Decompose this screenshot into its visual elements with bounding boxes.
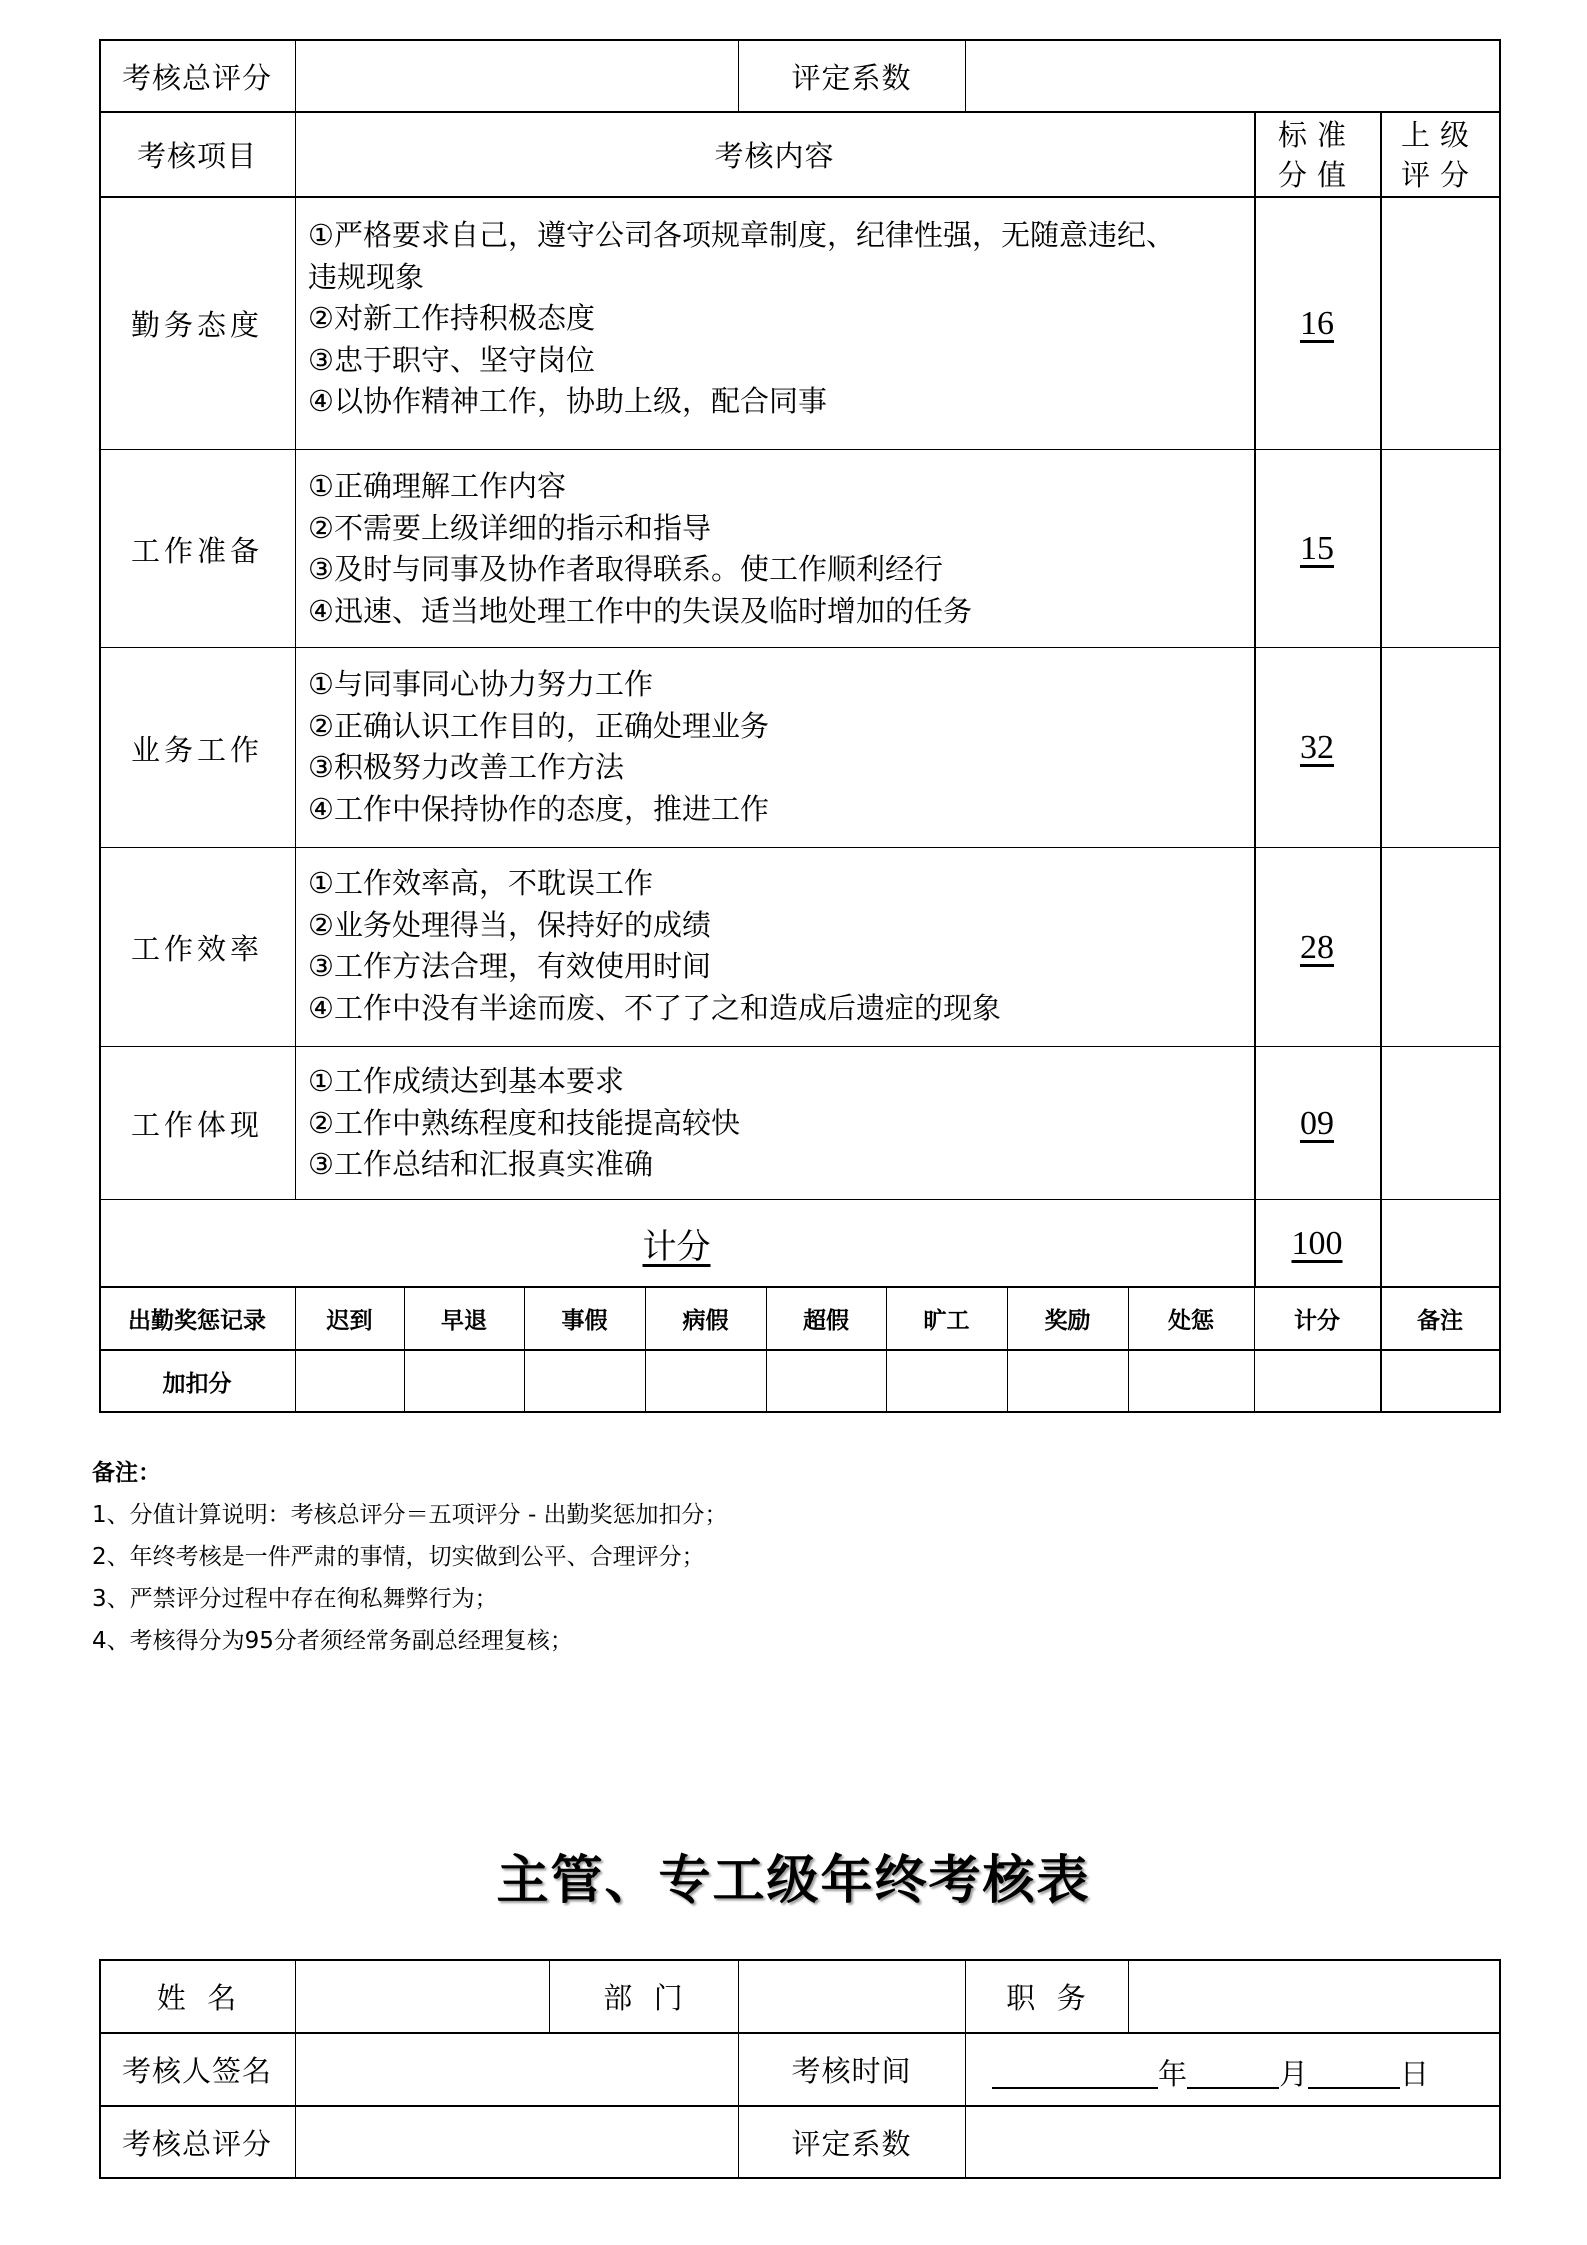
- standard-score: 16: [1300, 304, 1334, 342]
- early-leave-field[interactable]: [405, 1350, 524, 1412]
- attendance-col-remarks: 备注: [1417, 1306, 1463, 1334]
- attendance-col-late: 迟到: [326, 1306, 373, 1334]
- header-superior-line1: 上级: [1400, 117, 1479, 152]
- table-border-right: [1499, 1959, 1501, 2179]
- criteria-list: [296, 215, 1254, 423]
- month-label: 月: [1279, 2057, 1309, 2091]
- header-standard-line2: 分值: [1277, 157, 1356, 192]
- position-field[interactable]: [1129, 1960, 1499, 2033]
- year-label: 年: [1158, 2057, 1188, 2091]
- attendance-score-field[interactable]: [1255, 1350, 1380, 1412]
- criteria-item: ①严格要求自己，遵守公司各项规章制度，纪律性强，无随意违纪、: [308, 218, 1175, 252]
- month-blank[interactable]: [1187, 2057, 1279, 2089]
- name-label: 姓 名: [156, 1981, 238, 2015]
- criteria-item: ②对新工作持积极态度: [308, 301, 595, 335]
- rating-coef-label: 评定系数: [791, 60, 912, 95]
- standard-total-cell: [1254, 1200, 1380, 1287]
- criteria-item: ②正确认识工作目的，正确处理业务: [308, 708, 769, 743]
- absence-field[interactable]: [887, 1350, 1007, 1412]
- rating-coef-field[interactable]: [966, 2106, 1499, 2178]
- criteria-item: ①与同事同心协力努力工作: [308, 667, 653, 701]
- total-score-field[interactable]: [296, 40, 738, 112]
- criteria-item: ①工作效率高，不耽误工作: [308, 866, 653, 900]
- header-standard-line1: 标准: [1277, 117, 1356, 152]
- superior-score-field[interactable]: [1381, 450, 1499, 648]
- standard-score: 09: [1300, 1104, 1334, 1142]
- total-score-label: 考核总评分: [121, 2126, 272, 2161]
- reviewer-signature-field[interactable]: [296, 2033, 738, 2106]
- criteria-item: ④工作中保持协作的态度，推进工作: [308, 791, 769, 826]
- year-blank[interactable]: [992, 2057, 1158, 2089]
- category-label: 工作效率: [130, 932, 263, 966]
- penalty-field[interactable]: [1129, 1350, 1254, 1412]
- attendance-col-absence: 旷工: [923, 1306, 970, 1334]
- category-label: 业务工作: [130, 732, 263, 767]
- standard-score-cell: [1254, 450, 1380, 648]
- standard-score: 28: [1300, 928, 1334, 966]
- department-label: 部 门: [603, 1981, 684, 2015]
- department-field[interactable]: [739, 1960, 965, 2033]
- criteria-item: ④迅速、适当地处理工作中的失误及临时增加的任务: [308, 593, 972, 628]
- criteria-item: ①工作成绩达到基本要求: [308, 1064, 624, 1098]
- standard-score-cell: [1254, 648, 1380, 848]
- attendance-col-penalty: 处惩: [1168, 1306, 1214, 1334]
- criteria-list: [296, 1061, 1254, 1186]
- criteria-list: [296, 664, 1254, 830]
- criteria-item: ④以协作精神工作，协助上级，配合同事: [308, 384, 827, 418]
- standard-score: 32: [1300, 729, 1334, 766]
- attendance-col-personal-leave: 事假: [561, 1306, 608, 1334]
- criteria-item: ③忠于职守、坚守岗位: [308, 342, 595, 377]
- note-item: 1、分值计算说明：考核总评分＝五项评分 - 出勤奖惩加扣分；: [92, 1502, 728, 1528]
- rating-coef-label: 评定系数: [791, 2126, 912, 2161]
- review-time-label: 考核时间: [791, 2054, 912, 2088]
- standard-score-cell: [1254, 1047, 1380, 1200]
- attendance-col-sick-leave: 病假: [682, 1306, 729, 1334]
- late-field[interactable]: [296, 1350, 404, 1412]
- criteria-item: ①正确理解工作内容: [308, 469, 566, 503]
- reward-field[interactable]: [1008, 1350, 1128, 1412]
- total-label-cell: [99, 1200, 1254, 1287]
- attendance-col-early-leave: 早退: [441, 1306, 487, 1334]
- category-label: 工作体现: [130, 1108, 263, 1142]
- day-label: 日: [1400, 2057, 1430, 2091]
- day-blank[interactable]: [1308, 2057, 1400, 2089]
- total-score-field[interactable]: [296, 2106, 738, 2178]
- header-content: 考核内容: [714, 139, 835, 173]
- total-label: 计分: [642, 1227, 711, 1267]
- header-item: 考核项目: [136, 139, 257, 173]
- header-superior-score: [1380, 112, 1500, 197]
- superior-total-field[interactable]: [1381, 1200, 1499, 1287]
- overdue-leave-field[interactable]: [767, 1350, 886, 1412]
- notes-title: 备注：: [92, 1460, 161, 1486]
- standard-total: 100: [1291, 1224, 1343, 1262]
- header-superior-line2: 评分: [1400, 157, 1479, 192]
- page-title: 主管、专工级年终考核表: [496, 1851, 1091, 1911]
- criteria-item: ③积极努力改善工作方法: [308, 750, 624, 784]
- category-label: 工作准备: [130, 533, 263, 568]
- standard-score-cell: [1254, 848, 1380, 1047]
- rating-coef-field[interactable]: [966, 40, 1500, 112]
- note-item: 3、严禁评分过程中存在徇私舞弊行为；: [92, 1586, 498, 1612]
- table-border-right: [1499, 39, 1501, 1413]
- superior-score-field[interactable]: [1381, 197, 1499, 450]
- note-item: 4、考核得分为95分者须经常务副总经理复核；: [92, 1628, 573, 1654]
- superior-score-field[interactable]: [1381, 848, 1499, 1047]
- attendance-col-score: 计分: [1294, 1306, 1340, 1334]
- header-standard-score: [1254, 112, 1380, 197]
- criteria-list: [296, 466, 1254, 632]
- attendance-col-overdue-leave: 超假: [803, 1306, 849, 1334]
- reviewer-signature-label: 考核人签名: [121, 2054, 272, 2088]
- total-score-label: 考核总评分: [121, 60, 272, 95]
- criteria-item: ③工作方法合理，有效使用时间: [308, 949, 711, 983]
- attendance-col-reward: 奖励: [1044, 1306, 1091, 1334]
- position-label: 职 务: [1006, 1981, 1087, 2015]
- criteria-item: ③工作总结和汇报真实准确: [308, 1147, 653, 1181]
- add-deduct-label: 加扣分: [162, 1369, 232, 1397]
- standard-score-cell: [1254, 197, 1380, 450]
- criteria-item: ②业务处理得当，保持好的成绩: [308, 907, 711, 942]
- criteria-item: ②不需要上级详细的指示和指导: [308, 510, 711, 545]
- note-item: 2、年终考核是一件严肃的事情，切实做到公平、合理评分；: [92, 1544, 705, 1570]
- review-date-field[interactable]: [966, 2033, 1499, 2106]
- standard-score: 15: [1300, 530, 1334, 567]
- sick-leave-field[interactable]: [646, 1350, 766, 1412]
- criteria-list: [296, 863, 1254, 1029]
- personal-leave-field[interactable]: [525, 1350, 645, 1412]
- attendance-remarks-field[interactable]: [1381, 1350, 1499, 1412]
- criteria-item: ④工作中没有半途而废、不了了之和造成后遗症的现象: [308, 990, 1001, 1025]
- notes-section: [92, 1452, 728, 1662]
- superior-score-field[interactable]: [1381, 648, 1499, 848]
- name-field[interactable]: [296, 1960, 549, 2033]
- superior-score-field[interactable]: [1381, 1047, 1499, 1200]
- criteria-item: 违规现象: [308, 259, 425, 294]
- criteria-item: ③及时与同事及协作者取得联系。使工作顺利经行: [308, 552, 943, 586]
- attendance-record-label: 出勤奖惩记录: [128, 1306, 266, 1334]
- category-label: 勤务态度: [130, 308, 263, 342]
- criteria-item: ②工作中熟练程度和技能提高较快: [308, 1105, 740, 1140]
